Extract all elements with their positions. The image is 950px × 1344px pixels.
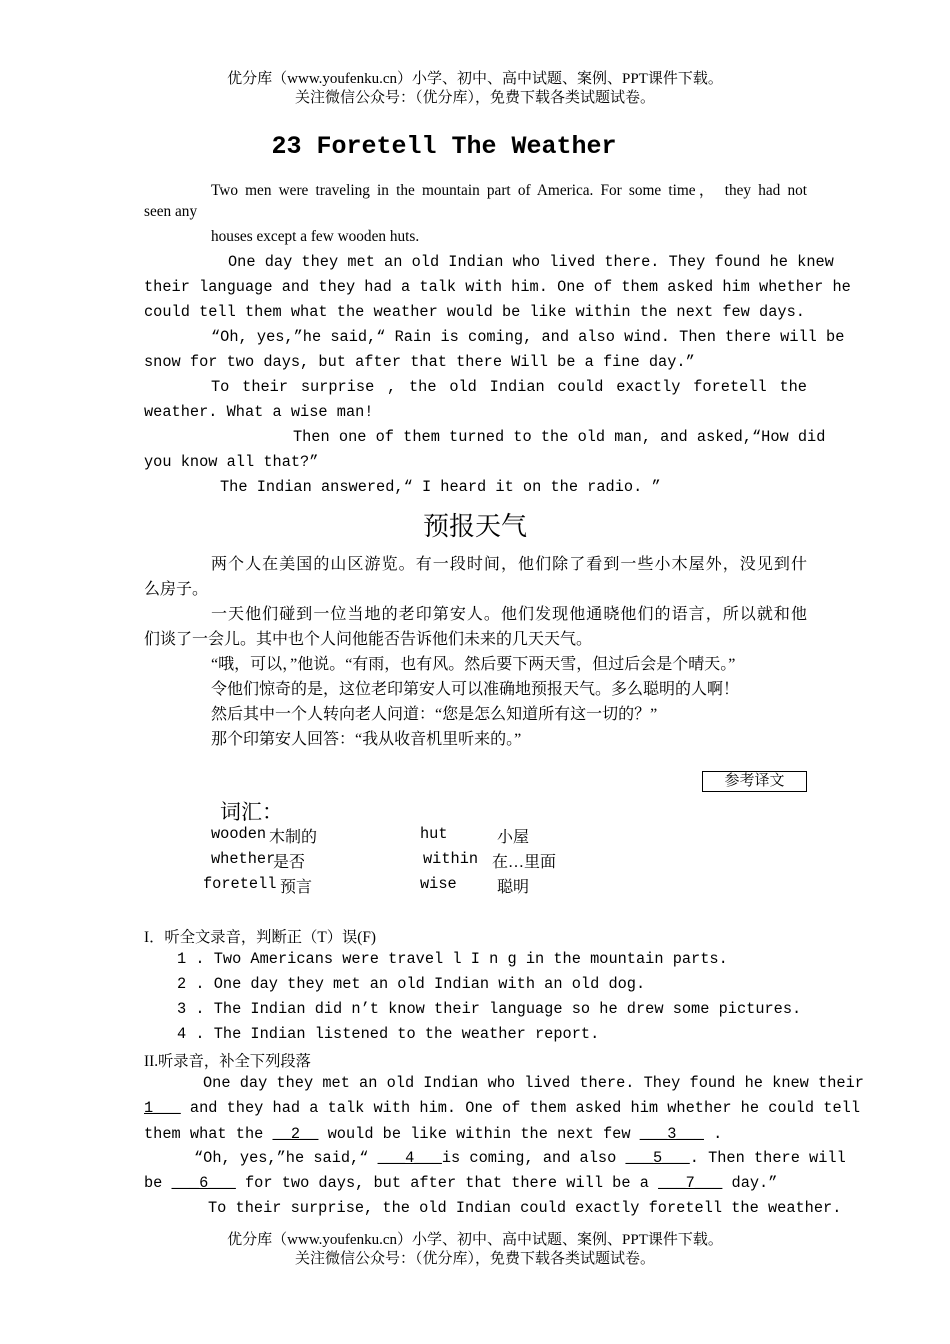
- story-cn-p1b: 么房子。: [144, 581, 209, 598]
- blank-4[interactable]: ___4___: [377, 1149, 442, 1167]
- vocab-heading: 词汇：: [220, 800, 283, 824]
- exercise-2-line-3-text-a: them what the: [144, 1125, 273, 1143]
- story-en-p4a: To their surprise , the old Indian could exactly foretell the: [211, 378, 807, 396]
- vocab-word: hut: [420, 825, 448, 843]
- story-cn-p6: 那个印第安人回答：“我从收音机里听来的。”: [211, 731, 522, 748]
- vocab-word: foretell: [203, 875, 277, 893]
- exercise-1-item: 4 . The Indian listened to the weather report.: [177, 1025, 600, 1043]
- story-en-p6: The Indian answered,“ I heard it on the radio. ”: [220, 478, 661, 496]
- exercise-2-line-4-text-c: . Then there will: [689, 1149, 846, 1167]
- story-en-p5b: you know all that?”: [144, 453, 319, 471]
- blank-1[interactable]: 1___: [144, 1099, 181, 1117]
- exercise-2-line-5: [144, 1174, 777, 1192]
- story-cn-p2a: 一天他们碰到一位当地的老印第安人。他们发现他通晓他们的语言，所以就和他: [211, 606, 807, 623]
- vocab-word: within: [423, 850, 479, 868]
- blank-6[interactable]: ___6___: [171, 1174, 236, 1192]
- vocab-word: wooden: [211, 825, 267, 843]
- story-en-p5a: Then one of them turned to the old man, and asked,“How did: [293, 428, 826, 446]
- vocab-word: whether: [211, 850, 276, 868]
- exercise-2-line-4-text-a: “Oh, yes,”he said,“: [194, 1149, 378, 1167]
- story-en-p2c: could tell them what the weather would be like within the next few days.: [144, 303, 805, 321]
- exercise-2-line-4: [194, 1149, 846, 1167]
- exercise-2-line-3: [144, 1125, 722, 1143]
- exercise-1-heading: I．听全文录音，判断正（T）误(F): [144, 929, 376, 946]
- vocab-meaning: 是否: [273, 854, 306, 871]
- story-en-p2a: One day they met an old Indian who lived there. They found he knew: [228, 253, 834, 271]
- header-line-2: 关注微信公众号：（优分库），免费下载各类试题试卷。: [294, 90, 655, 106]
- story-en-p3b: snow for two days, but after that there Will be a fine day.”: [144, 353, 695, 371]
- story-en-p2b: their language and they had a talk with him. One of them asked him whether he: [144, 278, 851, 296]
- story-en-p1c: houses except a few wooden huts.: [211, 228, 420, 245]
- exercise-2-line-4-text-b: is coming, and also: [441, 1149, 626, 1167]
- cn-title: 预报天气: [422, 512, 527, 541]
- story-cn-p2b: 们谈了一会儿。其中也个人问他能否告诉他们未来的几天天气。: [144, 631, 593, 648]
- exercise-2-line-6: To their surprise, the old Indian could exactly foretell the weather.: [208, 1199, 842, 1217]
- vocab-word: wise: [420, 875, 457, 893]
- exercise-2-line-5-text-b: for two days, but after that there will be a: [235, 1174, 659, 1192]
- exercise-2-line-2: [144, 1099, 860, 1117]
- footer-line-1: 优分库（www.youfenku.cn）小学、初中、高中试题、案例、PPT课件下载。: [227, 1232, 723, 1248]
- vocab-meaning: 预言: [280, 879, 313, 896]
- vocab-meaning: 木制的: [269, 829, 318, 846]
- exercise-2-line-5-text-c: day.”: [722, 1174, 778, 1192]
- story-cn-p4: 令他们惊奇的是，这位老印第安人可以准确地预报天气。多么聪明的人啊！: [211, 681, 740, 698]
- story-en-p3a: “Oh, yes,”he said,“ Rain is coming, and also wind. Then there will be: [211, 328, 845, 346]
- story-en-p1a: Two men were traveling in the mountain part of America. For some time， they had not: [211, 182, 807, 199]
- story-en-p4b: weather. What a wise man!: [144, 403, 374, 421]
- vocab-meaning: 在…里面: [492, 854, 557, 871]
- exercise-2-line-3-text-c: .: [703, 1125, 723, 1143]
- footer-line-2: 关注微信公众号：（优分库），免费下载各类试题试卷。: [294, 1251, 655, 1267]
- reference-translation-button[interactable]: 参考译文: [702, 771, 807, 792]
- vocab-meaning: 聪明: [497, 879, 530, 896]
- exercise-2-heading: II.听录音，补全下列段落: [144, 1053, 311, 1070]
- vocab-meaning: 小屋: [497, 829, 530, 846]
- blank-3[interactable]: ___3___: [639, 1125, 704, 1143]
- story-cn-p5: 然后其中一个人转向老人问道：“您是怎么知道所有这一切的？”: [211, 706, 658, 723]
- exercise-2-line-2-text: and they had a talk with him. One of them asked him whether he could tell: [180, 1099, 861, 1117]
- exercise-2-line-3-text-b: would be like within the next few: [318, 1125, 640, 1143]
- exercise-1-item: 2 . One day they met an old Indian with an old dog.: [177, 975, 646, 993]
- exercise-2-line-1: One day they met an old Indian who lived there. They found he knew their: [203, 1074, 864, 1092]
- exercise-1-item: 3 . The Indian did n’t know their language so he drew some pictures.: [177, 1000, 802, 1018]
- blank-7[interactable]: ___7___: [658, 1174, 723, 1192]
- blank-5[interactable]: ___5___: [625, 1149, 690, 1167]
- header-line-1: 优分库（www.youfenku.cn）小学、初中、高中试题、案例、PPT课件下载。: [227, 71, 723, 87]
- story-cn-p3: “哦，可以，”他说。“有雨，也有风。然后要下两天雪，但过后会是个晴天。”: [211, 656, 736, 673]
- story-en-p1b: seen any: [144, 203, 198, 220]
- exercise-2-line-5-text-a: be: [144, 1174, 172, 1192]
- blank-2[interactable]: __2__: [272, 1125, 319, 1143]
- page-title: 23 Foretell The Weather: [271, 132, 617, 161]
- exercise-1-item: 1 . Two Americans were travel l I n g in the mountain parts.: [177, 950, 728, 968]
- story-cn-p1a: 两个人在美国的山区游览。有一段时间，他们除了看到一些小木屋外，没见到什: [211, 556, 807, 573]
